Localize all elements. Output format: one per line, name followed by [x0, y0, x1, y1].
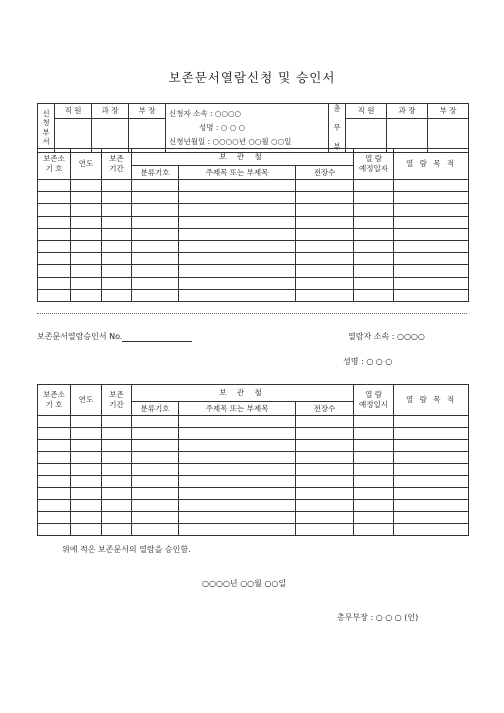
request-document-table — [37, 148, 469, 302]
table-cell[interactable] — [394, 204, 469, 216]
table-cell[interactable] — [38, 476, 71, 488]
table-cell[interactable] — [132, 216, 179, 228]
table-row — [38, 204, 469, 216]
table-cell[interactable] — [132, 476, 179, 488]
table-row — [38, 416, 469, 428]
table-cell[interactable] — [132, 277, 179, 289]
header-year: 연도 — [71, 149, 102, 180]
header-storage-no: 보존소 기 호 — [38, 385, 71, 416]
table-cell[interactable] — [102, 228, 132, 240]
table-cell[interactable] — [132, 240, 179, 252]
table-cell[interactable] — [38, 240, 71, 252]
viewer-name: 성명 : ○ ○ ○ — [343, 357, 393, 366]
table-cell[interactable] — [132, 253, 179, 265]
table-cell[interactable] — [354, 512, 394, 524]
table-cell[interactable] — [296, 428, 354, 440]
table-cell[interactable] — [296, 204, 354, 216]
table-cell[interactable] — [71, 524, 102, 536]
table-cell[interactable] — [296, 265, 354, 277]
table-cell[interactable] — [394, 428, 469, 440]
approval-no: 보존문서열람승인서 No. — [37, 331, 192, 342]
table-cell[interactable] — [71, 440, 102, 452]
table-cell[interactable] — [102, 488, 132, 500]
header-pages: 전장수 — [296, 166, 354, 180]
table-cell[interactable] — [394, 253, 469, 265]
stamp-box[interactable] — [387, 119, 428, 152]
table-cell[interactable] — [394, 416, 469, 428]
table-cell[interactable] — [71, 452, 102, 464]
table-cell[interactable] — [394, 192, 469, 204]
table-cell[interactable] — [354, 180, 394, 192]
cut-line — [37, 313, 467, 314]
applicant-affiliation: 신청자 소속 : ○○○○ — [169, 108, 242, 118]
table-cell[interactable] — [296, 240, 354, 252]
application-date: 신청년월일 : ○○○○년 ○○월 ○○일 — [169, 136, 292, 146]
table-row — [38, 488, 469, 500]
table-row — [38, 228, 469, 240]
table-cell[interactable] — [394, 289, 469, 301]
table-row — [38, 464, 469, 476]
table-cell[interactable] — [179, 500, 296, 512]
table-cell[interactable] — [354, 476, 394, 488]
table-cell[interactable] — [102, 204, 132, 216]
table-cell[interactable] — [179, 452, 296, 464]
table-cell[interactable] — [38, 452, 71, 464]
table-cell[interactable] — [71, 216, 102, 228]
table-cell[interactable] — [179, 265, 296, 277]
approval-date: ○○○○년 ○○월 ○○일 — [202, 579, 287, 588]
page-title: 보존문서열람신청 및 승인서 — [168, 70, 336, 85]
table-cell[interactable] — [102, 192, 132, 204]
table-cell[interactable] — [102, 524, 132, 536]
table-cell[interactable] — [71, 512, 102, 524]
table-cell[interactable] — [296, 416, 354, 428]
table-cell[interactable] — [38, 488, 71, 500]
table-cell[interactable] — [179, 476, 296, 488]
table-cell[interactable] — [132, 464, 179, 476]
table-cell[interactable] — [354, 265, 394, 277]
stamp-box[interactable] — [346, 119, 387, 152]
table-cell[interactable] — [71, 416, 102, 428]
applicant-name: 성명 : ○ ○ ○ — [199, 122, 246, 132]
header-view-date: 열 람 예정일자 — [354, 149, 394, 180]
table-cell[interactable] — [296, 476, 354, 488]
approval-no-field[interactable] — [122, 333, 192, 342]
table-cell[interactable] — [179, 180, 296, 192]
table-cell[interactable] — [71, 464, 102, 476]
table-cell[interactable] — [354, 524, 394, 536]
header-document: 보 관 철 — [132, 385, 354, 402]
table-cell[interactable] — [296, 228, 354, 240]
table-cell[interactable] — [296, 452, 354, 464]
table-cell[interactable] — [394, 265, 469, 277]
table-cell[interactable] — [179, 289, 296, 301]
table-cell[interactable] — [354, 488, 394, 500]
table-cell[interactable] — [102, 476, 132, 488]
table-cell[interactable] — [296, 464, 354, 476]
signature-line: 총무부장 : ○ ○ ○ (인) — [337, 613, 419, 622]
table-cell[interactable] — [38, 265, 71, 277]
table-cell[interactable] — [296, 524, 354, 536]
stamp-box[interactable] — [92, 119, 129, 152]
table-cell[interactable] — [102, 428, 132, 440]
table-cell[interactable] — [71, 240, 102, 252]
stamp-box[interactable] — [129, 119, 166, 152]
table-cell[interactable] — [71, 428, 102, 440]
header-subject: 주제목 또는 부제목 — [179, 166, 296, 180]
table-row — [38, 428, 469, 440]
table-cell[interactable] — [354, 428, 394, 440]
general-affairs-label: 총 무 부 — [329, 104, 346, 153]
table-cell[interactable] — [132, 192, 179, 204]
table-cell[interactable] — [296, 192, 354, 204]
header-class-code: 분류기호 — [132, 166, 179, 180]
table-cell[interactable] — [179, 512, 296, 524]
header-document: 보 관 철 — [132, 149, 354, 166]
header-view-time: 열 람 예정일시 — [354, 385, 394, 416]
table-row — [38, 289, 469, 301]
table-cell[interactable] — [71, 192, 102, 204]
table-cell[interactable] — [71, 265, 102, 277]
table-cell[interactable] — [296, 253, 354, 265]
table-cell[interactable] — [132, 512, 179, 524]
table-row — [38, 240, 469, 252]
table-cell[interactable] — [296, 440, 354, 452]
table-cell[interactable] — [102, 464, 132, 476]
header-period: 보존 기간 — [102, 149, 132, 180]
table-row — [38, 180, 469, 192]
table-cell[interactable] — [179, 216, 296, 228]
table-cell[interactable] — [354, 240, 394, 252]
table-row — [38, 452, 469, 464]
header-class-code: 분류기호 — [132, 402, 179, 416]
table-cell[interactable] — [394, 277, 469, 289]
header-subject: 주제목 또는 부제목 — [179, 402, 296, 416]
table-cell[interactable] — [71, 488, 102, 500]
table-cell[interactable] — [394, 512, 469, 524]
viewer-affiliation: 열람자 소속 : ○○○○ — [348, 332, 425, 341]
applicant-header-table — [37, 103, 469, 153]
table-cell[interactable] — [38, 216, 71, 228]
table-cell[interactable] — [354, 204, 394, 216]
table-cell[interactable] — [38, 428, 71, 440]
table-cell[interactable] — [179, 416, 296, 428]
table-cell[interactable] — [38, 500, 71, 512]
table-row — [38, 524, 469, 536]
table-cell[interactable] — [102, 240, 132, 252]
table-cell[interactable] — [71, 228, 102, 240]
approval-dept-head: 부 장 — [129, 104, 166, 119]
table-cell[interactable] — [38, 180, 71, 192]
table-cell[interactable] — [296, 216, 354, 228]
applicant-dept-label: 신 청 부 서 — [38, 104, 55, 153]
table-row — [38, 265, 469, 277]
table-cell[interactable] — [394, 476, 469, 488]
table-cell[interactable] — [354, 452, 394, 464]
table-cell[interactable] — [132, 204, 179, 216]
table-cell[interactable] — [179, 488, 296, 500]
table-cell[interactable] — [394, 500, 469, 512]
table-cell[interactable] — [296, 289, 354, 301]
table-cell[interactable] — [102, 216, 132, 228]
ga-approval-dept-head: 부 장 — [428, 104, 469, 119]
table-cell[interactable] — [71, 476, 102, 488]
table-cell[interactable] — [179, 240, 296, 252]
table-cell[interactable] — [296, 512, 354, 524]
table-cell[interactable] — [296, 500, 354, 512]
table-cell[interactable] — [71, 253, 102, 265]
header-pages: 전장수 — [296, 402, 354, 416]
table-row — [38, 440, 469, 452]
table-cell[interactable] — [394, 240, 469, 252]
ga-approval-staff: 직 원 — [346, 104, 387, 119]
table-cell[interactable] — [354, 500, 394, 512]
table-cell[interactable] — [102, 416, 132, 428]
table-cell[interactable] — [102, 440, 132, 452]
approval-statement: 위에 적은 보존문서의 열람을 승인함. — [62, 545, 191, 554]
table-cell[interactable] — [296, 277, 354, 289]
table-cell[interactable] — [132, 524, 179, 536]
stamp-box[interactable] — [428, 119, 469, 152]
table-cell[interactable] — [354, 253, 394, 265]
table-cell[interactable] — [71, 204, 102, 216]
table-cell[interactable] — [71, 180, 102, 192]
table-cell[interactable] — [394, 440, 469, 452]
table-cell[interactable] — [38, 289, 71, 301]
table-cell[interactable] — [102, 265, 132, 277]
table-cell[interactable] — [132, 440, 179, 452]
table-cell[interactable] — [132, 488, 179, 500]
table-cell[interactable] — [394, 228, 469, 240]
ga-approval-section-chief: 과 장 — [387, 104, 428, 119]
approval-document-table — [37, 384, 469, 536]
table-cell[interactable] — [354, 277, 394, 289]
applicant-info — [166, 104, 329, 153]
table-cell[interactable] — [179, 440, 296, 452]
table-cell[interactable] — [102, 512, 132, 524]
table-row — [38, 500, 469, 512]
header-purpose: 열 람 목 적 — [394, 385, 469, 416]
table-cell[interactable] — [132, 228, 179, 240]
table-cell[interactable] — [132, 416, 179, 428]
table-cell[interactable] — [38, 192, 71, 204]
table-cell[interactable] — [71, 500, 102, 512]
table-cell[interactable] — [38, 204, 71, 216]
table-cell[interactable] — [394, 216, 469, 228]
table-cell[interactable] — [394, 464, 469, 476]
table-cell[interactable] — [354, 464, 394, 476]
table-cell[interactable] — [132, 500, 179, 512]
table-row — [38, 476, 469, 488]
approval-section-chief: 과 장 — [92, 104, 129, 119]
table-cell[interactable] — [179, 277, 296, 289]
table-cell[interactable] — [102, 452, 132, 464]
table-cell[interactable] — [179, 192, 296, 204]
table-cell[interactable] — [132, 452, 179, 464]
table-row — [38, 192, 469, 204]
table-cell[interactable] — [102, 180, 132, 192]
table-cell[interactable] — [38, 228, 71, 240]
approval-staff: 직 원 — [55, 104, 92, 119]
table-cell[interactable] — [132, 265, 179, 277]
header-storage-no: 보존소 기 호 — [38, 149, 71, 180]
table-cell[interactable] — [102, 289, 132, 301]
table-cell[interactable] — [354, 440, 394, 452]
table-cell[interactable] — [179, 428, 296, 440]
table-cell[interactable] — [102, 500, 132, 512]
header-period: 보존 기간 — [102, 385, 132, 416]
table-cell[interactable] — [71, 289, 102, 301]
table-cell[interactable] — [179, 228, 296, 240]
table-cell[interactable] — [179, 464, 296, 476]
table-cell[interactable] — [179, 253, 296, 265]
table-cell[interactable] — [38, 440, 71, 452]
table-cell[interactable] — [394, 452, 469, 464]
table-cell[interactable] — [38, 524, 71, 536]
table-cell[interactable] — [102, 253, 132, 265]
table-cell[interactable] — [354, 228, 394, 240]
table-cell[interactable] — [296, 180, 354, 192]
table-cell[interactable] — [132, 428, 179, 440]
table-cell[interactable] — [179, 204, 296, 216]
table-cell[interactable] — [102, 277, 132, 289]
table-cell[interactable] — [71, 277, 102, 289]
table-cell[interactable] — [132, 289, 179, 301]
header-year: 연도 — [71, 385, 102, 416]
table-cell[interactable] — [38, 416, 71, 428]
stamp-box[interactable] — [55, 119, 92, 152]
table-row — [38, 216, 469, 228]
table-cell[interactable] — [179, 524, 296, 536]
table-cell[interactable] — [296, 488, 354, 500]
table-row — [38, 277, 469, 289]
table-row — [38, 253, 469, 265]
table-cell[interactable] — [354, 192, 394, 204]
table-cell[interactable] — [38, 253, 71, 265]
table-cell[interactable] — [394, 524, 469, 536]
table-cell[interactable] — [38, 277, 71, 289]
table-cell[interactable] — [354, 216, 394, 228]
header-purpose: 열 람 목 적 — [394, 149, 469, 180]
table-cell[interactable] — [38, 464, 71, 476]
table-cell[interactable] — [354, 289, 394, 301]
table-cell[interactable] — [38, 512, 71, 524]
table-row — [38, 512, 469, 524]
table-cell[interactable] — [394, 488, 469, 500]
table-cell[interactable] — [354, 416, 394, 428]
table-cell[interactable] — [394, 180, 469, 192]
table-cell[interactable] — [132, 180, 179, 192]
